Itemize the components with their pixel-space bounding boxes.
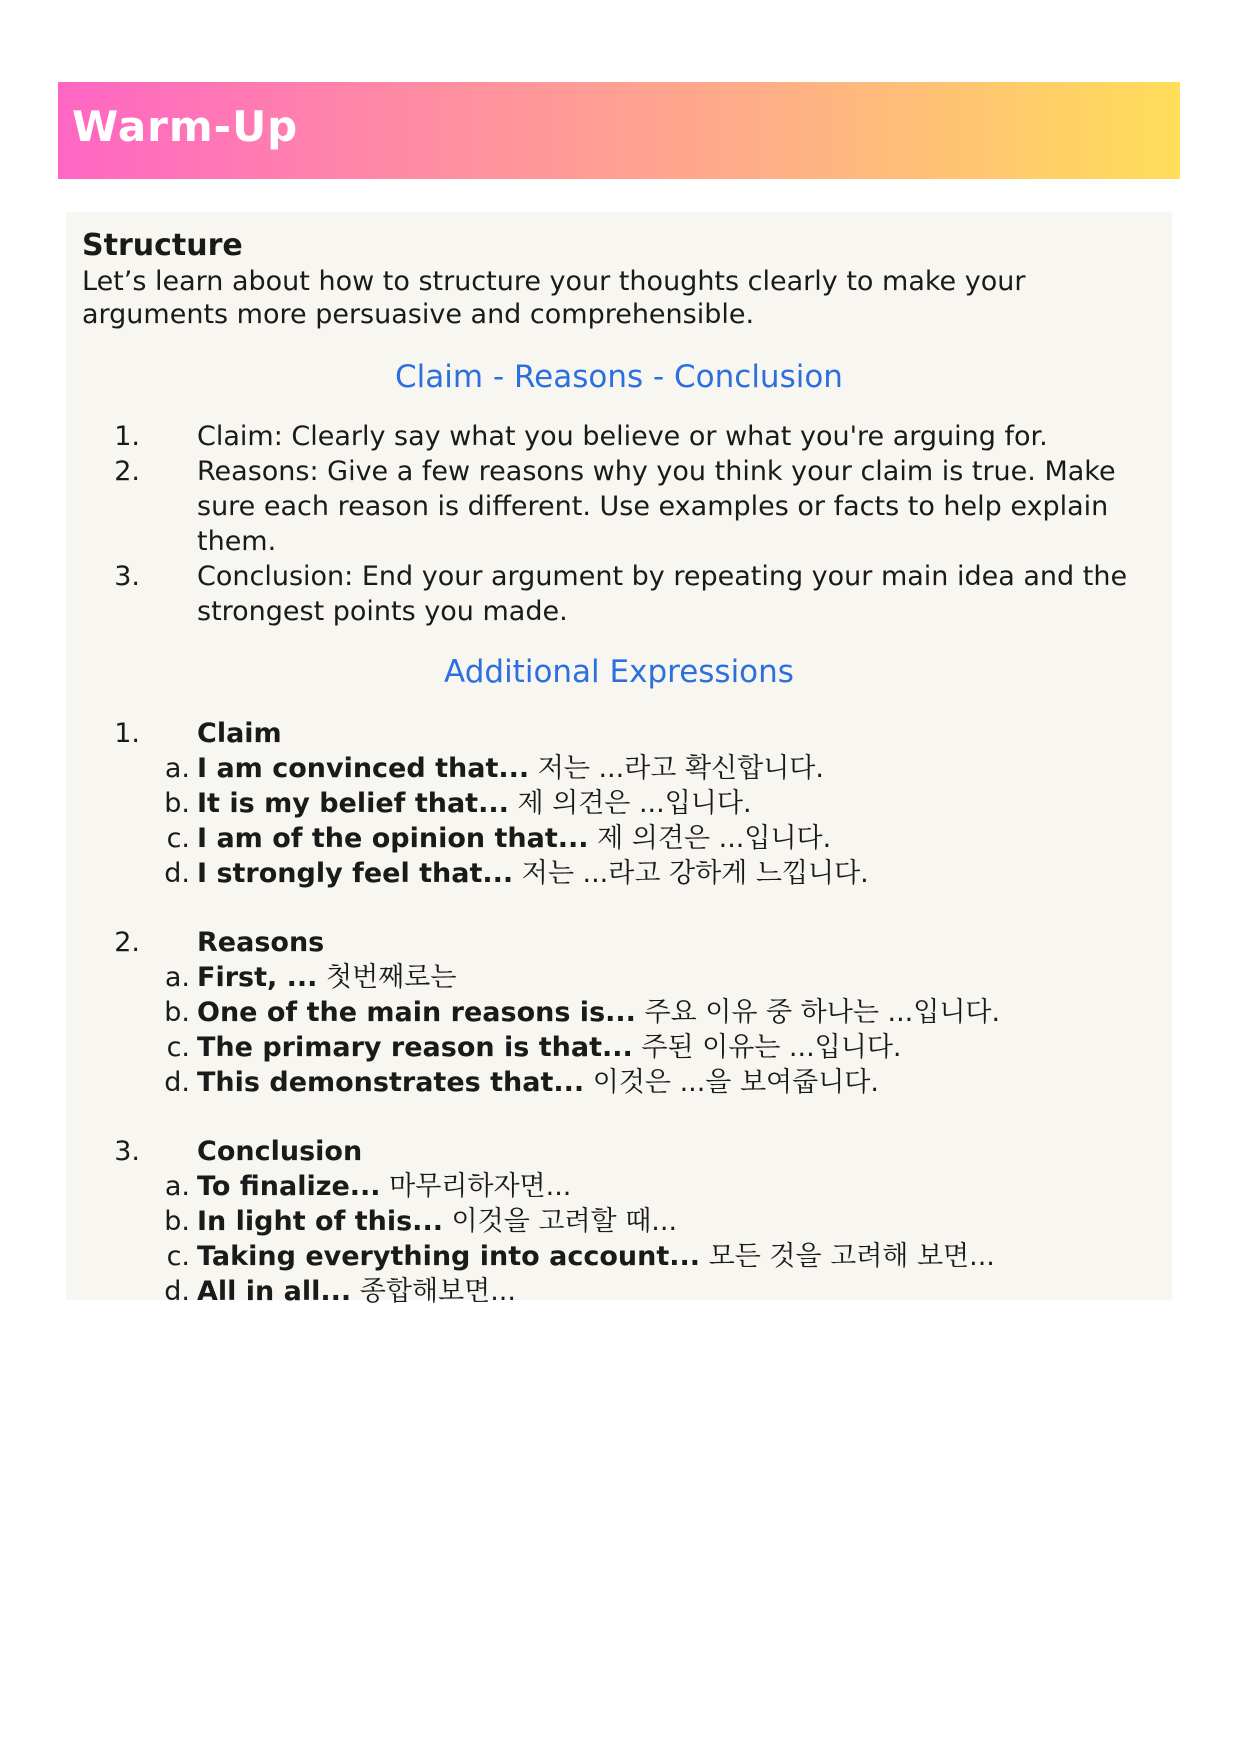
content-panel [66,212,1172,1307]
list-letter: d. [164,858,190,889]
expression-korean: 이것을 고려할 때... [451,1206,678,1237]
list-letter: a. [164,753,190,784]
expression-item [166,1239,1156,1274]
expression-phrase: I am of the opinion that... [197,823,589,854]
list-item [82,559,1156,629]
expression-group-claim [82,716,1156,891]
expression-sub-list [164,751,1156,891]
list-letter: a. [164,1171,190,1202]
list-letter: b. [164,788,190,819]
list-item-text: Claim: Clearly say what you believe or what you're arguing for. [197,421,1048,452]
expressions-heading: Additional Expressions [444,654,794,690]
expression-item [164,960,1156,995]
expression-item [164,1065,1156,1100]
expression-group-conclusion [82,1134,1156,1309]
expression-korean: 주된 이유는 ...입니다. [641,1032,902,1063]
expression-phrase: To finalize... [197,1171,381,1202]
list-item-text: Conclusion: End your argument by repeating your main idea and the strongest points you made. [197,561,1128,627]
crc-heading: Claim - Reasons - Conclusion [395,359,843,395]
expression-phrase: The primary reason is that... [197,1032,633,1063]
expressions-list [82,716,1156,1309]
list-letter: d. [164,1067,190,1098]
expression-phrase: One of the main reasons is... [197,997,636,1028]
expression-sub-list [164,960,1156,1100]
expression-korean: 첫번째로는 [326,962,457,993]
list-number: 2. [114,927,140,958]
expression-korean: 마무리하자면... [389,1171,572,1202]
group-title: Reasons [197,927,325,958]
list-number: 2. [114,456,140,487]
group-title: Claim [197,718,282,749]
list-letter: a. [164,962,190,993]
expression-korean: 이것은 ...을 보여줍니다. [592,1067,879,1098]
intro-paragraph: Let’s learn about how to structure your thoughts clearly to make your arguments more persuasive and comprehensible. [82,266,1026,330]
list-letter: c. [166,1241,190,1272]
expression-item [164,995,1156,1030]
expression-korean: 종합해보면... [359,1276,516,1307]
expression-item [164,1204,1156,1239]
section-title: Structure [82,228,243,263]
expression-korean: 제 의견은 ...입니다. [517,788,752,819]
expression-phrase: It is my belief that... [197,788,509,819]
expression-item [166,821,1156,856]
list-item-text: Reasons: Give a few reasons why you think your claim is true. Make sure each reason is different. Use examples or facts to help explain them. [197,456,1116,557]
list-letter: d. [164,1276,190,1307]
list-item [82,454,1156,559]
expression-item [166,1030,1156,1065]
expression-phrase: I strongly feel that... [197,858,514,889]
list-letter: b. [164,997,190,1028]
expression-korean: 제 의견은 ...입니다. [597,823,832,854]
page-title: Warm-Up [72,102,299,151]
expression-phrase: This demonstrates that... [197,1067,585,1098]
group-title: Conclusion [197,1136,363,1167]
list-letter: c. [166,823,190,854]
list-number: 3. [114,1136,140,1167]
expression-phrase: All in all... [197,1276,352,1307]
expression-phrase: First, ... [197,962,318,993]
list-number: 1. [114,421,140,452]
expression-phrase: Taking everything into account... [197,1241,701,1272]
expression-item [164,751,1156,786]
crc-list [82,419,1156,629]
header-banner [58,82,1180,179]
expression-korean: 모든 것을 고려해 보면... [708,1241,995,1272]
list-letter: b. [164,1206,190,1237]
expression-item [164,1274,1156,1309]
expression-phrase: In light of this... [197,1206,443,1237]
expression-sub-list [164,1169,1156,1309]
expression-phrase: I am convinced that... [197,753,530,784]
list-letter: c. [166,1032,190,1063]
expression-korean: 저는 ...라고 확신합니다. [537,753,824,784]
expression-item [164,856,1156,891]
expression-item [164,786,1156,821]
expression-korean: 저는 ...라고 강하게 느낍니다. [521,858,869,889]
expression-korean: 주요 이유 중 하나는 ...입니다. [644,997,1001,1028]
list-number: 3. [114,561,140,592]
list-number: 1. [114,718,140,749]
list-item [82,419,1156,454]
expression-group-reasons [82,925,1156,1100]
expression-item [164,1169,1156,1204]
